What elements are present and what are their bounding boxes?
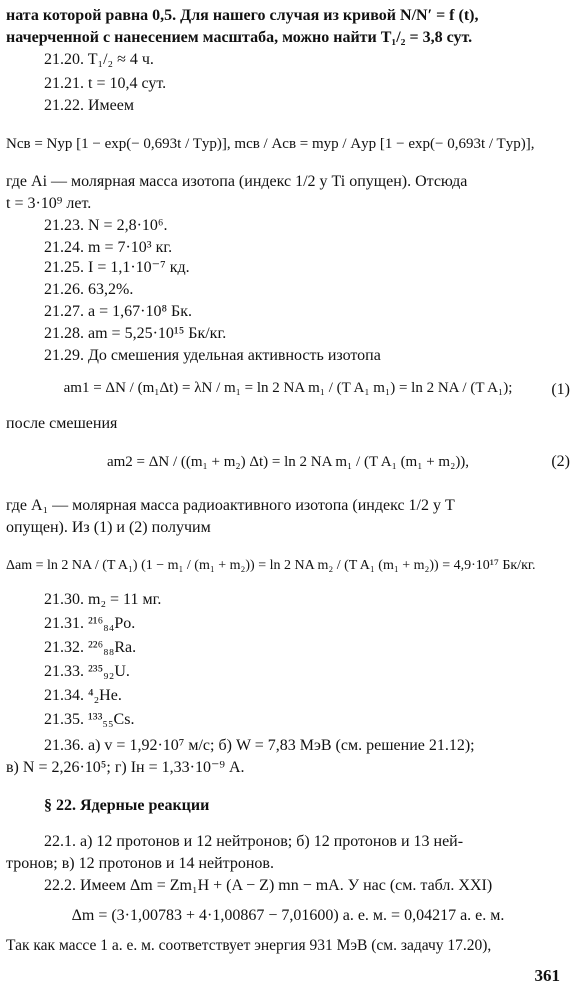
equation-number-2: (2): [551, 453, 570, 470]
answer-21-36: 21.36. а) v = 1,92·10⁷ м/с; б) W = 7,83 МэВ (см. решение 21.12);: [44, 737, 475, 754]
answer-21-28: 21.28. am = 5,25·10¹⁵ Бк/кг.: [44, 325, 227, 342]
answer-21-34: 21.34. ⁴₂He.: [44, 687, 122, 704]
answer-21-22: 21.22. Имеем: [44, 97, 135, 114]
text-line: в) N = 2,26·10⁵; г) Iн = 1,33·10⁻⁹ А.: [6, 759, 245, 776]
text-line: начерченной с нанесением масштаба, можно найти T₁/₂ = 3,8 сут.: [6, 29, 473, 46]
text-line: ната которой равна 0,5. Для нашего случая из кривой N/N′ = f (t),: [6, 7, 479, 24]
answer-21-30: 21.30. m₂ = 11 мг.: [44, 591, 162, 608]
answer-21-32: 21.32. ²²⁶₈₈Ra.: [44, 639, 137, 656]
section-heading: § 22. Ядерные реакции: [44, 797, 210, 814]
text-line: после смешения: [6, 415, 118, 432]
formula-2: am2 = ΔN / ((m₁ + m₂) Δt) = ln 2 NA m₁ / (T A₁ (m₁ + m₂)),: [106, 454, 470, 470]
answer-21-23: 21.23. N = 2,8·10⁶.: [44, 217, 168, 234]
answer-21-21: 21.21. t = 10,4 сут.: [44, 75, 167, 92]
page-number: 361: [534, 966, 560, 985]
answer-21-27: 21.27. a = 1,67·10⁸ Бк.: [44, 303, 192, 320]
text-line: где A₁ — молярная масса радиоактивного изотопа (индекс 1/2 у T: [6, 497, 455, 514]
formula-delta-m: Δm = (3·1,00783 + 4·1,00867 − 7,01600) а. е. м. = 0,04217 а. е. м.: [71, 907, 505, 924]
formula-n-cv: Nсв = Nур [1 − exp(− 0,693t / Tур)], mсв / Aсв = mур / Aур [1 − exp(− 0,693t / Tур)],: [6, 136, 535, 152]
text-line: тронов; в) 12 протонов и 14 нейтронов.: [6, 855, 274, 872]
answer-21-35: 21.35. ¹³³₅₅Cs.: [44, 711, 135, 728]
answer-21-29: 21.29. До смешения удельная активность изотопа: [44, 347, 381, 364]
answer-22-1: 22.1. а) 12 протонов и 12 нейтронов; б) 12 протонов и 13 ней-: [44, 833, 464, 850]
answer-21-33: 21.33. ²³⁵₉₂U.: [44, 663, 130, 680]
equation-number-1: (1): [551, 381, 570, 398]
formula-1: am1 = ΔN / (m₁Δt) = λN / m₁ = ln 2 NA m₁ / (T A₁ m₁) = ln 2 NA / (T A₁);: [63, 380, 513, 396]
text-line: опущен). Из (1) и (2) получим: [6, 519, 211, 536]
text-line: где Ai — молярная масса изотопа (индекс 1/2 у Ti опущен). Отсюда: [6, 173, 468, 190]
formula-delta-am: Δam = ln 2 NA / (T A₁) (1 − m₁ / (m₁ + m₂)) = ln 2 NA m₂ / (T A₁ (m₁ + m₂)) = 4,9·10¹⁷ Бк/кг.: [6, 558, 536, 573]
answer-21-20: 21.20. T₁/₂ ≈ 4 ч.: [44, 51, 154, 68]
text-line: t = 3·10⁹ лет.: [6, 195, 92, 212]
answer-21-24: 21.24. m = 7·10³ кг.: [44, 239, 173, 256]
answer-21-31: 21.31. ²¹⁶₈₄Po.: [44, 615, 136, 632]
answer-21-25: 21.25. I = 1,1·10⁻⁷ кд.: [44, 259, 190, 276]
answer-21-26: 21.26. 63,2%.: [44, 281, 134, 298]
text-line: Так как массе 1 а. е. м. соответствует энергия 931 МэВ (см. задачу 17.20),: [6, 937, 492, 954]
answer-22-2: 22.2. Имеем Δm = Zm₁H + (A − Z) mn − mA. У нас (см. табл. XXI): [44, 877, 493, 894]
